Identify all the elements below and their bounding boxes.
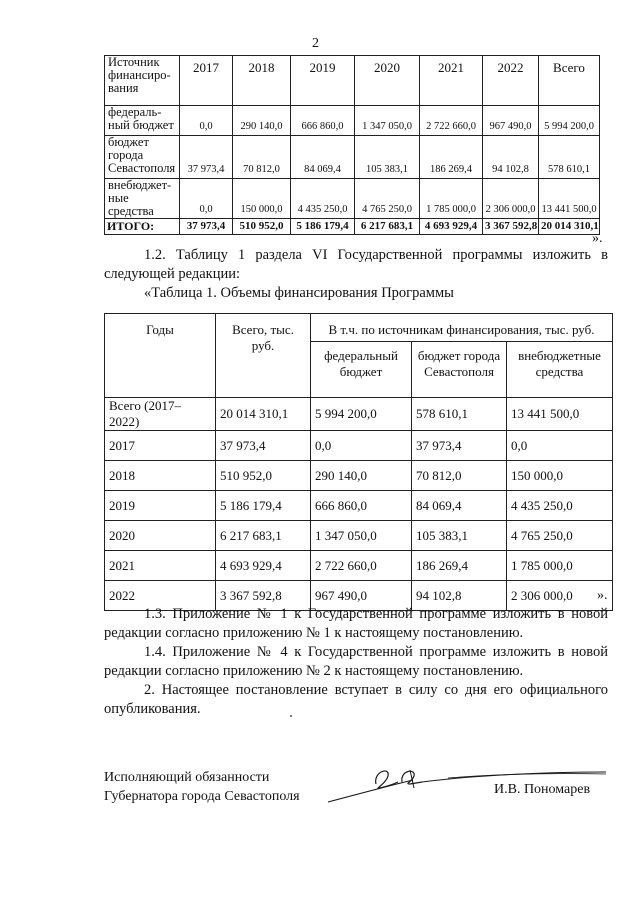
table-header-cell: 2019 xyxy=(291,56,355,106)
row-year: Всего (2017–2022) xyxy=(105,398,216,431)
row-extra: 1 785 000,0 xyxy=(507,551,613,581)
row-total: 6 217 683,1 xyxy=(216,521,311,551)
table-cell: 967 490,0 xyxy=(483,106,539,136)
row-total: 3 367 592,8 xyxy=(216,581,311,611)
row-city: 37 973,4 xyxy=(412,431,507,461)
header-extrabudgetary: внебюджетные средства xyxy=(507,342,613,398)
row-federal: 967 490,0 xyxy=(311,581,412,611)
row-total: 5 186 179,4 xyxy=(216,491,311,521)
paragraph-2: 2. Настоящее постановление вступает в силу со дня его официального опубликования. xyxy=(104,682,608,717)
table-cell: 4 435 250,0 xyxy=(291,179,355,219)
row-extra: 0,0 xyxy=(507,431,613,461)
table-cell: 1 347 050,0 xyxy=(355,106,420,136)
row-city: 84 069,4 xyxy=(412,491,507,521)
row-city: 94 102,8 xyxy=(412,581,507,611)
table-cell: 5 186 179,4 xyxy=(291,219,355,235)
table-row xyxy=(105,431,613,461)
total-label: ИТОГО: xyxy=(105,219,180,235)
row-federal: 2 722 660,0 xyxy=(311,551,412,581)
table-cell: 4 765 250,0 xyxy=(355,179,420,219)
table-cell: 150 000,0 xyxy=(233,179,291,219)
row-extra: 2 306 000,0 xyxy=(507,581,613,611)
row-extra: 4 765 250,0 xyxy=(507,521,613,551)
table-cell: 0,0 xyxy=(180,106,233,136)
table-cell: 1 785 000,0 xyxy=(420,179,483,219)
row-year: 2018 xyxy=(105,461,216,491)
table-cell: 13 441 500,0 xyxy=(539,179,600,219)
table-cell: 20 014 310,1 xyxy=(539,219,600,235)
program-financing-table xyxy=(104,313,613,611)
table-row xyxy=(105,491,613,521)
scan-speck xyxy=(290,715,292,717)
table-cell: 105 383,1 xyxy=(355,136,420,179)
row-federal: 0,0 xyxy=(311,431,412,461)
row-source-label: бюджет города Севастополя xyxy=(105,136,180,179)
row-city: 186 269,4 xyxy=(412,551,507,581)
row-year: 2021 xyxy=(105,551,216,581)
table-cell: 578 610,1 xyxy=(539,136,600,179)
header-city-budget: бюджет города Севастополя xyxy=(412,342,507,398)
row-year: 2019 xyxy=(105,491,216,521)
table-header-cell: 2017 xyxy=(180,56,233,106)
table-cell: 37 973,4 xyxy=(180,219,233,235)
table-header-cell: 2020 xyxy=(355,56,420,106)
table-cell: 84 069,4 xyxy=(291,136,355,179)
row-source-label: внебюджет-ные средства xyxy=(105,179,180,219)
row-total: 510 952,0 xyxy=(216,461,311,491)
table-header-cell: Источник финансиро-вания xyxy=(105,56,180,106)
header-total: Всего, тыс. руб. xyxy=(216,314,311,398)
signatory-line-2: Губернатора города Севастополя xyxy=(104,789,300,804)
row-total: 37 973,4 xyxy=(216,431,311,461)
table-header-cell: 2021 xyxy=(420,56,483,106)
header-years: Годы xyxy=(105,314,216,398)
header-federal-budget: федеральный бюджет xyxy=(311,342,412,398)
row-total: 20 014 310,1 xyxy=(216,398,311,431)
paragraph-1-4: 1.4. Приложение № 4 к Государственной программе изложить в новой редакции согласно приложению № 2 к настоящему постановлению. xyxy=(104,644,608,679)
paragraph-1-3: 1.3. Приложение № 1 к Государственной программе изложить в новой редакции согласно приложению № 1 к настоящему постановлению. xyxy=(104,606,608,641)
table-cell: 3 367 592,8 xyxy=(483,219,539,235)
header-sources: В т.ч. по источникам финансирования, тыс. руб. xyxy=(311,314,613,342)
table-row xyxy=(105,551,613,581)
financing-sources-table xyxy=(104,55,600,235)
row-federal: 290 140,0 xyxy=(311,461,412,491)
paragraph-1-2: 1.2. Таблицу 1 раздела VI Государственной программы изложить в следующей редакции: xyxy=(104,247,608,282)
table-row xyxy=(105,398,613,431)
table-cell: 94 102,8 xyxy=(483,136,539,179)
row-extra: 13 441 500,0 xyxy=(507,398,613,431)
table-cell: 510 952,0 xyxy=(233,219,291,235)
table-cell: 2 306 000,0 xyxy=(483,179,539,219)
row-source-label: федераль-ный бюджет xyxy=(105,106,180,136)
table-cell: 2 722 660,0 xyxy=(420,106,483,136)
row-federal: 5 994 200,0 xyxy=(311,398,412,431)
table-cell: 666 860,0 xyxy=(291,106,355,136)
row-year: 2022 xyxy=(105,581,216,611)
row-total: 4 693 929,4 xyxy=(216,551,311,581)
table-cell: 290 140,0 xyxy=(233,106,291,136)
row-extra: 4 435 250,0 xyxy=(507,491,613,521)
page-number: 2 xyxy=(312,36,319,51)
row-city: 578 610,1 xyxy=(412,398,507,431)
row-year: 2017 xyxy=(105,431,216,461)
closing-quote: ». xyxy=(597,588,608,603)
table-cell: 4 693 929,4 xyxy=(420,219,483,235)
table-cell: 186 269,4 xyxy=(420,136,483,179)
table-total-row xyxy=(105,219,600,235)
row-federal: 666 860,0 xyxy=(311,491,412,521)
table-cell: 0,0 xyxy=(180,179,233,219)
signatory-line-1: Исполняющий обязанности xyxy=(104,770,270,785)
table-row xyxy=(105,521,613,551)
row-year: 2020 xyxy=(105,521,216,551)
signatory-name: И.В. Пономарев xyxy=(494,782,591,797)
table-header-cell: Всего xyxy=(539,56,600,106)
table-row xyxy=(105,136,600,179)
table-title: «Таблица 1. Объемы финансирования Программы xyxy=(144,285,454,301)
row-extra: 150 000,0 xyxy=(507,461,613,491)
table-row xyxy=(105,106,600,136)
table-header-cell: 2018 xyxy=(233,56,291,106)
table-row xyxy=(105,179,600,219)
table-header-cell: 2022 xyxy=(483,56,539,106)
closing-quote: ». xyxy=(592,231,603,246)
signatory-title xyxy=(104,768,300,806)
row-city: 105 383,1 xyxy=(412,521,507,551)
table-cell: 5 994 200,0 xyxy=(539,106,600,136)
table-cell: 37 973,4 xyxy=(180,136,233,179)
table-cell: 6 217 683,1 xyxy=(355,219,420,235)
table-row xyxy=(105,461,613,491)
table-cell: 70 812,0 xyxy=(233,136,291,179)
row-city: 70 812,0 xyxy=(412,461,507,491)
row-federal: 1 347 050,0 xyxy=(311,521,412,551)
